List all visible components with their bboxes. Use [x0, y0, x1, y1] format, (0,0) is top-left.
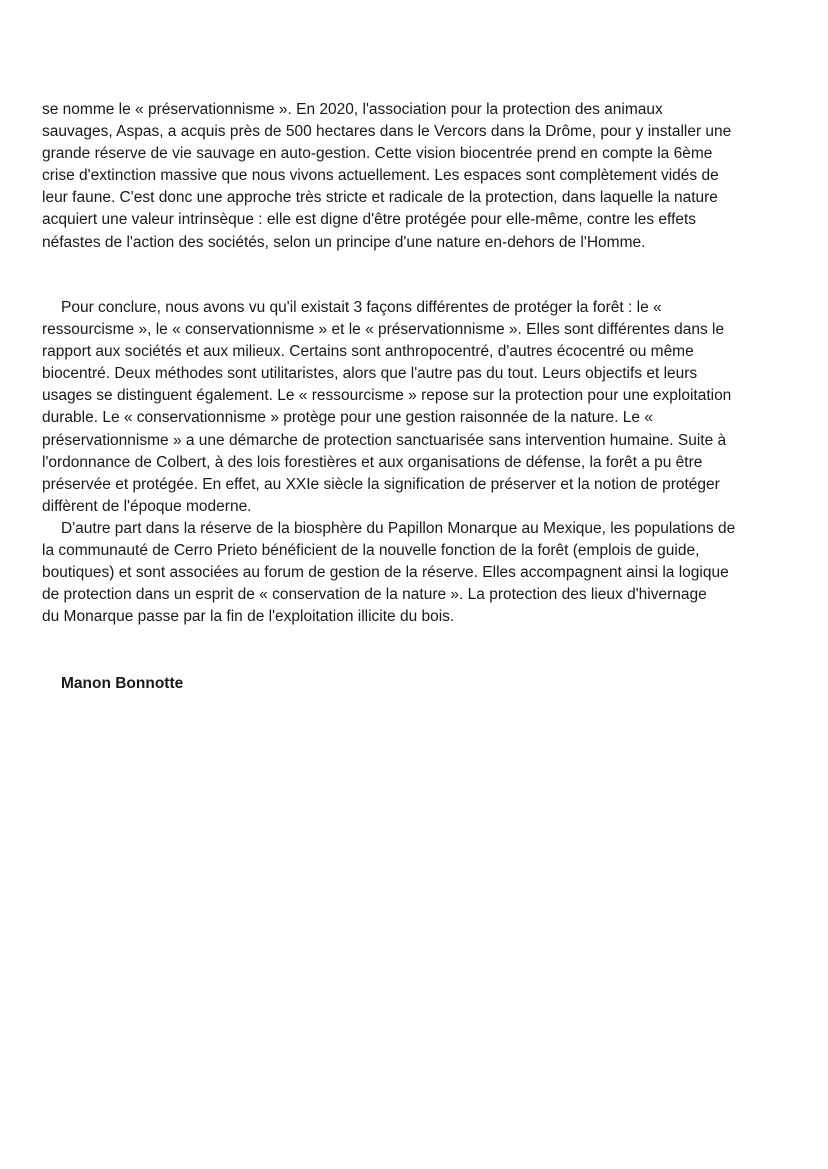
text-line: la communauté de Cerro Prieto bénéficient de la nouvelle fonction de la forêt (emplois de guide, [42, 542, 700, 560]
text-line: Pour conclure, nous avons vu qu'il existait 3 façons différentes de protéger la forêt : le « [61, 299, 662, 316]
text-line: grande réserve de vie sauvage en auto-gestion. Cette vision biocentrée prend en compte la 6ème [42, 145, 713, 163]
paragraph-conclusion [42, 297, 802, 518]
text-line: boutiques) et sont associées au forum de gestion de la réserve. Elles accompagnent ainsi la logique [42, 564, 729, 582]
text-line: ressourcisme », le « conservationnisme » et le « préservationnisme ». Elles sont différentes dans le [42, 321, 725, 339]
text-line: D'autre part dans la réserve de la biosphère du Papillon Monarque au Mexique, les populations de [61, 519, 736, 537]
author-signature: Manon Bonnotte [61, 675, 184, 692]
text-line: diffèrent de l'époque moderne. [42, 497, 252, 515]
text-line: leur faune. C'est donc une approche très stricte et radicale de la protection, dans laquelle la nature [42, 189, 718, 207]
text-line: du Monarque passe par la fin de l'exploitation illicite du bois. [42, 608, 455, 626]
text-line: biocentré. Deux méthodes sont utilitaristes, alors que l'autre pas du tout. Leurs objectifs et leurs [42, 365, 698, 383]
text-line: acquiert une valeur intrinsèque : elle est digne d'être protégée pour elle-même, contre les effets [42, 211, 697, 229]
text-line: préservationnisme » a une démarche de protection sanctuarisée sans intervention humaine. Suite à [42, 431, 727, 449]
text-line: rapport aux sociétés et aux milieux. Certains sont anthropocentré, d'autres écocentré ou même [42, 343, 694, 361]
text-line: de protection dans un esprit de « conservation de la nature ». La protection des lieux d'hivernage [42, 586, 707, 604]
text-line: néfastes de l'action des sociétés, selon un principe d'une nature en-dehors de l'Homme. [42, 233, 646, 251]
paragraph-preservationnisme [42, 99, 802, 254]
conclusion-section [42, 297, 802, 628]
text-line: sauvages, Aspas, a acquis près de 500 hectares dans le Vercors dans la Drôme, pour y installer une [42, 123, 732, 141]
text-line: durable. Le « conservationnisme » protège pour une gestion raisonnée de la nature. Le « [42, 409, 653, 427]
text-line: usages se distinguent également. Le « ressourcisme » repose sur la protection pour une exploitation [42, 387, 732, 405]
text-line: l'ordonnance de Colbert, à des lois forestières et aux organisations de défense, la forêt a pu être [42, 453, 703, 471]
text-line: préservée et protégée. En effet, au XXIe siècle la signification de préserver et la notion de protéger [42, 475, 720, 493]
text-line: se nomme le « préservationnisme ». En 2020, l'association pour la protection des animaux [42, 101, 663, 118]
paragraph-monarque [42, 518, 802, 628]
text-line: crise d'extinction massive que nous vivons actuellement. Les espaces sont complètement vidés de [42, 167, 719, 185]
